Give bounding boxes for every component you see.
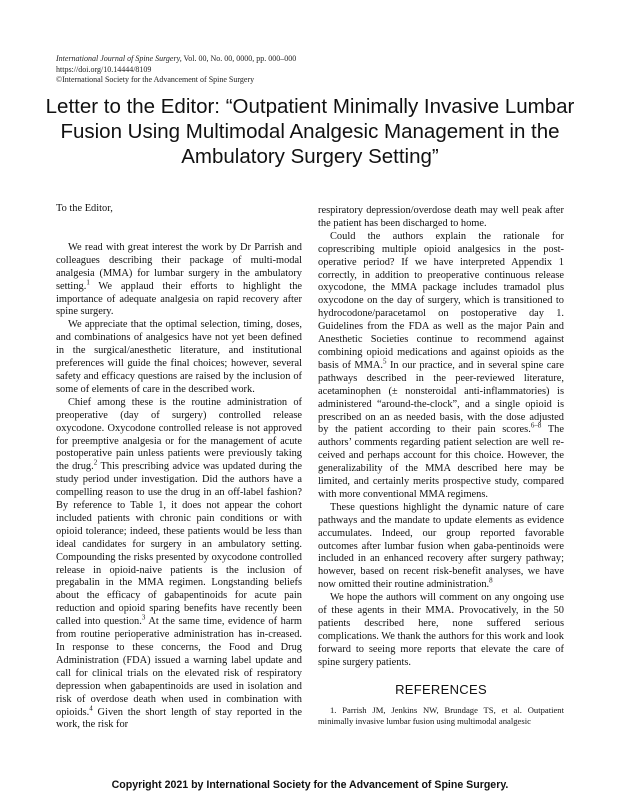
text: Chief among these is the routine administration of preoperative (day of surgery) controlled release oxycodone. Oxycodone controlled release is not approved for preemptive analgesia or for the management of acute postoperative pain unless patients were previously taking the drug. <box>56 396 302 473</box>
paragraph <box>318 231 564 502</box>
right-column <box>318 205 564 727</box>
copyright-line: ©International Society for the Advancement of Spine Surgery <box>56 75 255 84</box>
paragraph <box>318 502 564 592</box>
text: These questions highlight the dynamic nature of care pathways and the mandate to update elements as evidence accumulates. Indeed, our group reported favorable outcomes after lumbar fusion when gaba-pentinoids were included in an enhanced recovery after surgery pathway; however, based on recent risk-benefit analyses, we have now omitted their routine administration. <box>318 501 564 591</box>
paragraph <box>56 242 302 319</box>
reference-item: 1. Parrish JM, Jenkins NW, Brundage TS, et al. Outpatient minimally invasive lumbar fusion using multimodal analgesic <box>318 704 564 726</box>
citation: 4 <box>89 704 93 713</box>
references-heading: REFERENCES <box>395 681 487 697</box>
text: This prescribing advice was updated during the study period under investigation. Did the authors have a compelling reason to use the drug in an off-label fashion? By reference to Table 1, it does not appear the cohort included patients with chronic pain conditions or with opioid tolerance; indeed, these patients would be less than ideal candidates for surgery in an ambulatory setting. Compounding the risks presented by oxycodone controlled release in opioid-naive patients is the inclusion of pregabalin in the MMA regimen. Longstanding beliefs about the efficacy of gabapentinoids for acute pain reduction and opioid sparing benefits have recently been called into question. <box>56 461 302 628</box>
journal-citation <box>56 54 296 65</box>
citation: 6–8 <box>530 421 542 430</box>
text: Could the authors explain the rationale for coprescribing multiple opioid analgesics in the post-operative period? If we have interpreted Appendix 1 correctly, in addition to preoperative continuous release oxycodone, the MMA package includes tramadol plus oxycodone on the day of surgery, which is transitioned to hydrocodone/paracetamol on postoperative day 1. Guidelines from the FDA as well as the major Pain and Anesthetic Societies continue to recommend against combining opioid medications and against opioids as the basis of MMA. <box>318 230 564 371</box>
citation: 3 <box>141 613 146 622</box>
text: Given the short length of stay reported in the work, the risk for <box>56 706 302 731</box>
citation: 5 <box>382 357 387 366</box>
text: We applaud their efforts to highlight the importance of adequate analgesia on rapid recovery after spine surgery. <box>56 280 302 318</box>
paragraph: We appreciate that the optimal selection, timing, doses, and combinations of analgesics have not yet been defined in the surgical/anesthetic literature, and institutional preferences will guide the final choices; however, several safety and efficacy questions are raised by the inclusion of some of elements of care in the described work. <box>56 319 302 395</box>
journal-header <box>56 54 296 86</box>
text: The authors’ comments regarding patient selection are well re-ceived and perhaps account for this choice. However, the generalizability of the MMA described here may be limited, and certainly merits prospective study, compared with more conventional MMA regimens. <box>318 424 564 500</box>
left-column <box>56 203 302 732</box>
article-title: Letter to the Editor: “Outpatient Minimally Invasive Lumbar Fusion Using Multimodal Analgesic Management in the Ambulatory Surgery Setting” <box>45 95 575 168</box>
volume-info: Vol. 00, No. 00, 0000, pp. 000–000 <box>181 54 297 63</box>
paragraph <box>56 397 302 733</box>
paragraph: We hope the authors will comment on any ongoing use of these agents in their MMA. Provocatively, in the 50 patients described here, none suffered serious complications. We thank the authors for this work and look forward to seeing more reports that elevate the care of spine surgery patients. <box>318 592 564 668</box>
doi-link[interactable]: https://doi.org/10.14444/8109 <box>56 64 152 74</box>
journal-name: International Journal of Spine Surgery, <box>56 54 182 63</box>
citation: 2 <box>93 458 98 467</box>
text: In our practice, and in several spine care pathways described in the peer-reviewed literature, acetaminophen (± nonsteroidal anti-inflammatories) is administered “around-the-clock”, and a single opioid is prescribed on an as needed basis, with the dose adjusted by the patient according to their pain scores. <box>318 359 564 436</box>
text: We read with great interest the work by Dr Parrish and colleagues describing their package of multi-modal analgesia (MMA) for lumbar surgery in the ambulatory setting. <box>56 241 302 292</box>
citation: 1 <box>86 278 90 287</box>
citation: 8 <box>489 576 493 585</box>
text: At the same time, evidence of harm from routine perioperative administration has in-creased. In response to these concerns, the Food and Drug Administration (FDA) issued a warning label update and call for clinical trials on the elevated risk of respiratory depression when gabapentinoids are used in isolation and risk of overdose death when used in combination with opioids. <box>56 616 302 718</box>
salutation: To the Editor, <box>56 203 113 214</box>
paragraph: respiratory depression/overdose death may well peak after the patient has been discharged to home. <box>318 205 564 229</box>
page-footer: Copyright 2021 by International Society for the Advancement of Spine Surgery. <box>111 779 509 791</box>
